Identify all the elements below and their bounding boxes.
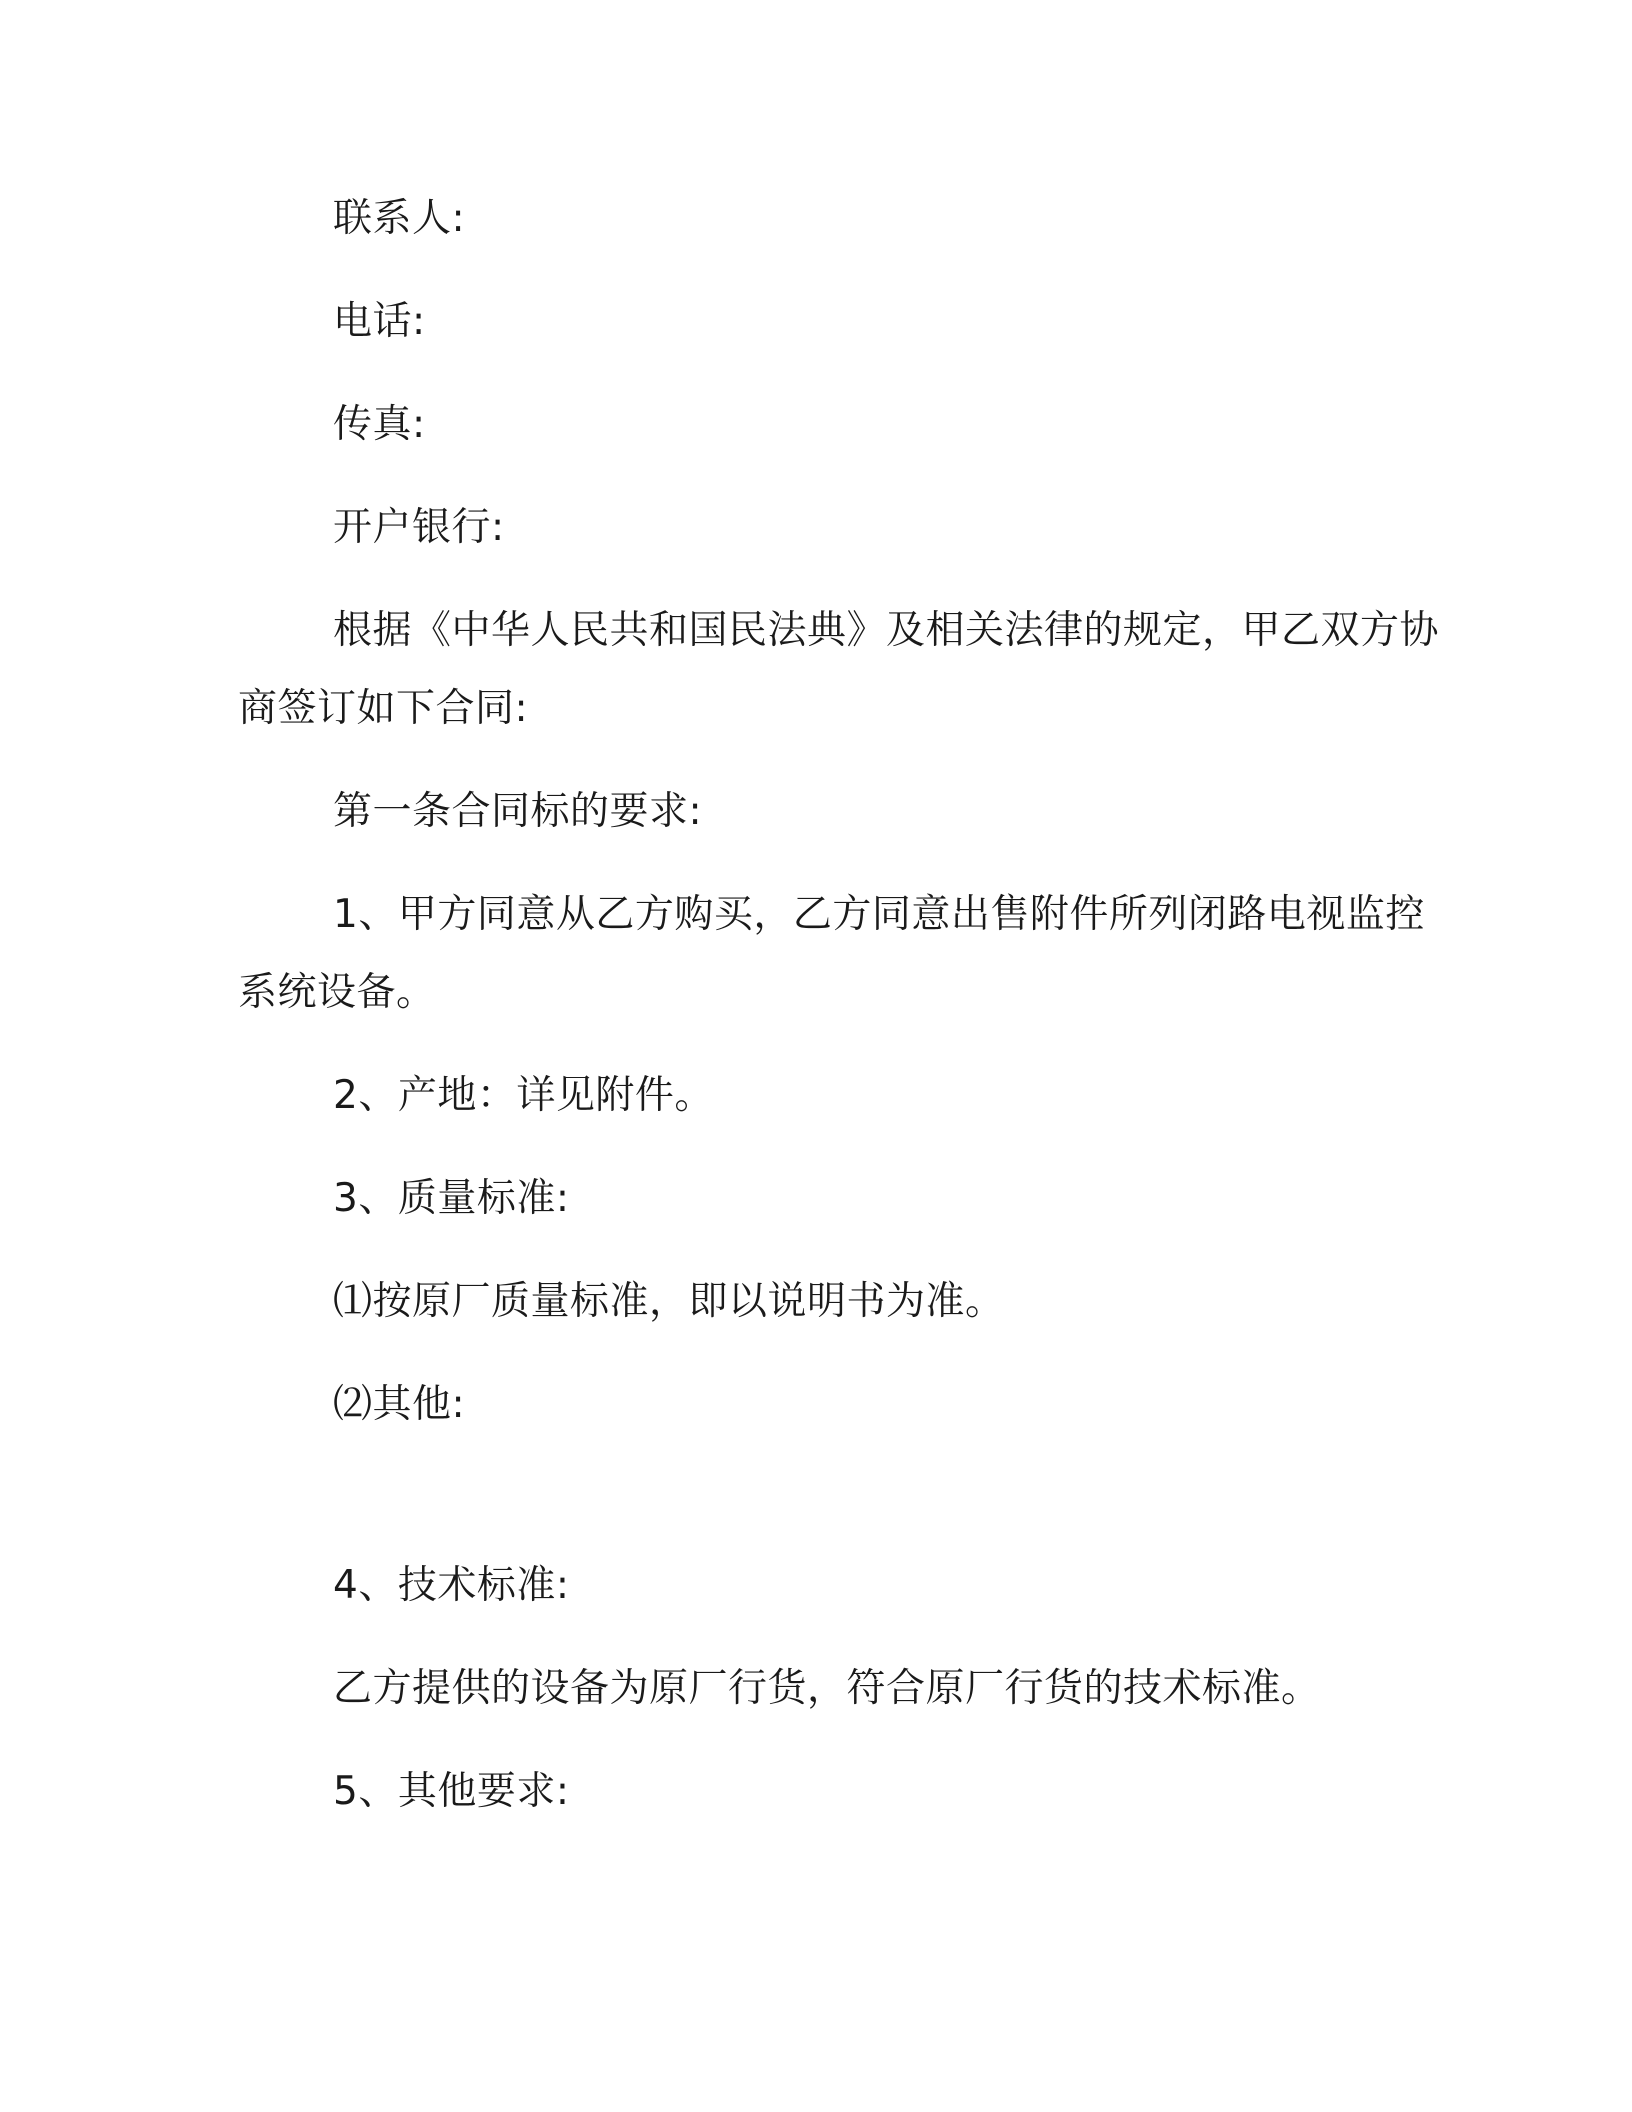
item-3-sub-1: ⑴按原厂质量标准，即以说明书为准。 — [333, 1279, 1005, 1324]
item-3: 3、质量标准: — [333, 1176, 570, 1221]
item-4: 4、技术标准: — [333, 1563, 570, 1608]
preamble-line-2: 商签订如下合同: — [238, 686, 529, 731]
article-1-title: 第一条合同标的要求: — [333, 789, 703, 834]
fax-label: 传真: — [333, 402, 426, 447]
bank-label: 开户银行: — [333, 505, 505, 550]
phone-label: 电话: — [333, 299, 426, 344]
item-2: 2、产地：详见附件。 — [333, 1073, 714, 1118]
item-1-line-1: 1、甲方同意从乙方购买，乙方同意出售附件所列闭路电视监控 — [333, 892, 1425, 937]
contact-label: 联系人: — [333, 196, 466, 241]
item-1-line-2: 系统设备。 — [238, 970, 436, 1015]
item-5: 5、其他要求: — [333, 1769, 570, 1814]
item-4-text: 乙方提供的设备为原厂行货，符合原厂行货的技术标准。 — [333, 1666, 1321, 1711]
preamble-line-1: 根据《中华人民共和国民法典》及相关法律的规定，甲乙双方协 — [333, 608, 1440, 653]
item-3-sub-2: ⑵其他: — [333, 1382, 466, 1427]
